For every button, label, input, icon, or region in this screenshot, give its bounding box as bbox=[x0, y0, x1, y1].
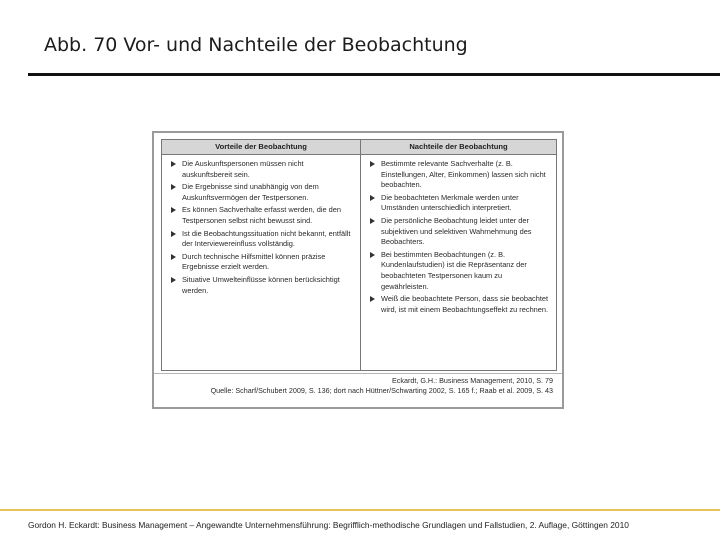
list-item: Die Auskunftspersonen müssen nicht auskunftsbereit sein. bbox=[170, 159, 354, 180]
footer-citation: Gordon H. Eckardt: Business Management – Angewandte Unternehmensführung: Begrifflich-methodische Grundlagen und Fallstudien, 2. Auflage, Göttingen 2010 bbox=[28, 520, 629, 530]
disadvantages-list bbox=[361, 155, 556, 315]
comparison-table bbox=[161, 139, 557, 371]
triangle-bullet-icon bbox=[370, 161, 375, 167]
list-item: Die beobachteten Merkmale werden unter Umständen unterschiedlich interpretiert. bbox=[369, 193, 550, 214]
disadvantages-column bbox=[361, 155, 556, 370]
advantages-column bbox=[162, 155, 361, 370]
triangle-bullet-icon bbox=[171, 277, 176, 283]
footer-rule bbox=[0, 509, 720, 511]
source-divider bbox=[154, 373, 562, 374]
list-item: Es können Sachverhalte erfasst werden, die den Testpersonen selbst nicht bewusst sind. bbox=[170, 205, 354, 226]
slide-title: Abb. 70 Vor- und Nachteile der Beobachtung bbox=[44, 34, 468, 56]
triangle-bullet-icon bbox=[171, 254, 176, 260]
list-item: Bei bestimmten Beobachtungen (z. B. Kundenlaufstudien) ist die Repräsentanz der beobachteten Testpersonen kaum zu gewährleisten. bbox=[369, 250, 550, 292]
list-item: Die Ergebnisse sind unabhängig von dem Auskunftsvermögen der Testpersonen. bbox=[170, 182, 354, 203]
list-item: Bestimmte relevante Sachverhalte (z. B. Einstellungen, Alter, Einkommen) lassen sich nicht beobachten. bbox=[369, 159, 550, 191]
disadvantages-header: Nachteile der Beobachtung bbox=[361, 140, 556, 155]
triangle-bullet-icon bbox=[171, 231, 176, 237]
triangle-bullet-icon bbox=[171, 161, 176, 167]
triangle-bullet-icon bbox=[370, 195, 375, 201]
triangle-bullet-icon bbox=[171, 184, 176, 190]
list-item: Die persönliche Beobachtung leidet unter der subjektiven und selektiven Wahrnehmung des Beobachters. bbox=[369, 216, 550, 248]
triangle-bullet-icon bbox=[370, 252, 375, 258]
triangle-bullet-icon bbox=[171, 207, 176, 213]
advantages-list bbox=[162, 155, 360, 296]
triangle-bullet-icon bbox=[370, 296, 375, 302]
title-underline bbox=[28, 73, 720, 76]
triangle-bullet-icon bbox=[370, 218, 375, 224]
list-item: Durch technische Hilfsmittel können präzise Ergebnisse erzielt werden. bbox=[170, 252, 354, 273]
list-item: Situative Umwelteinflüsse können berücksichtigt werden. bbox=[170, 275, 354, 296]
list-item: Ist die Beobachtungssituation nicht bekannt, entfällt der Interviewereinfluss vollständig. bbox=[170, 229, 354, 250]
source-line-quelle: Quelle: Scharf/Schubert 2009, S. 136; dort nach Hüttner/Schwarting 2002, S. 165 f.; Raab et al. 2009, S. 43 bbox=[210, 386, 553, 395]
list-item: Weiß die beobachtete Person, dass sie beobachtet wird, ist mit einem Beobachtungseffekt zu rechnen. bbox=[369, 294, 550, 315]
comparison-figure bbox=[152, 131, 564, 409]
source-citation bbox=[161, 376, 557, 403]
advantages-header: Vorteile der Beobachtung bbox=[162, 140, 361, 155]
source-line-eckardt: Eckardt, G.H.: Business Management, 2010, S. 79 bbox=[391, 376, 553, 385]
